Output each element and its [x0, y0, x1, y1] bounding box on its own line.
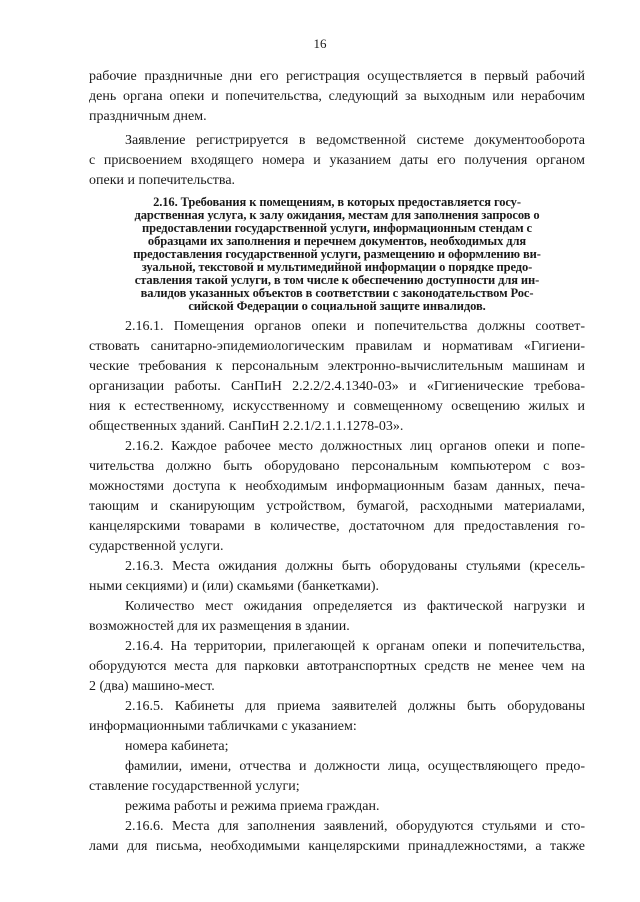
- page-number: 16: [313, 36, 327, 51]
- paragraph-2-16-6: [89, 817, 585, 857]
- section-heading-2-16: [89, 196, 585, 313]
- page-content: [89, 67, 585, 857]
- text-line: день органа опеки и попечительства, следующий за выходным или нерабочим: [89, 89, 585, 104]
- text-line: 2.16.4. На территории, прилегающей к органам опеки и попечительства,: [125, 639, 585, 654]
- heading-line: сийской Федерации о социальной защите инвалидов.: [188, 299, 486, 313]
- paragraph-2-16-2: [89, 437, 585, 557]
- heading-line: предоставления государственной услуги, размещению и оформлению ви-: [133, 247, 541, 261]
- heading-line: зуальной, текстовой и мультимедийной информации о порядке предо-: [141, 260, 533, 274]
- text-line: 2 (два) машино-мест.: [89, 679, 215, 694]
- text-line: 2.16.1. Помещения органов опеки и попечительства должны соответ-: [125, 319, 585, 334]
- paragraph-2-16-5: [89, 697, 585, 737]
- text-line: опеки и попечительства.: [89, 173, 236, 188]
- heading-line: образцами их заполнения и перечнем документов, необходимых для: [147, 234, 527, 248]
- paragraph-waiting-count: [89, 597, 585, 637]
- paragraph-2-16-3: [89, 557, 585, 597]
- text-line: Заявление регистрируется в ведомственной системе документооборота: [125, 133, 585, 148]
- paragraph-2-16-1: [89, 317, 585, 437]
- text-line: информационными табличками с указанием:: [89, 719, 357, 734]
- paragraph-registration-system: [89, 131, 585, 191]
- text-line: ствовать санитарно-эпидемиологическим правилам и нормативам «Гигиени-: [89, 339, 585, 354]
- list-item-room-number: [89, 737, 585, 757]
- heading-line: 2.16. Требования к помещениям, в которых предоставляется госу-: [153, 195, 521, 209]
- text-line: 2.16.6. Места для заполнения заявлений, оборудуются стульями и сто-: [125, 819, 585, 834]
- text-line: организации работы. СанПиН 2.2.2/2.4.1340-03» и «Гигиенические требова-: [89, 379, 585, 394]
- heading-line: ставления такой услуги, в том числе к обеспечению доступности для ин-: [134, 273, 540, 287]
- text-line: рабочие праздничные дни его регистрация осуществляется в первый рабочий: [89, 69, 585, 84]
- text-line: чительства должно быть оборудовано персональным компьютером с воз-: [89, 459, 585, 474]
- list-item-responsible-person: [89, 757, 585, 797]
- text-line: Количество мест ожидания определяется из фактической нагрузки и: [125, 599, 585, 614]
- text-line: ческие требования к персональным электронно-вычислительным машинам и: [89, 359, 585, 374]
- text-line: ния к естественному, искусственному и совмещенному освещению жилых и: [89, 399, 585, 414]
- text-line: ставление государственной услуги;: [89, 779, 300, 794]
- text-line: режима работы и режима приема граждан.: [125, 799, 380, 814]
- text-line: с присвоением входящего номера и указанием даты его получения органом: [89, 153, 585, 168]
- text-line: 2.16.2. Каждое рабочее место должностных лиц органов опеки и попе-: [125, 439, 585, 454]
- heading-line: валидов указанных объектов в соответствии с законодательством Рос-: [140, 286, 534, 300]
- text-line: оборудуются места для парковки автотранспортных средств не менее чем на: [89, 659, 585, 674]
- text-line: 2.16.5. Кабинеты для приема заявителей должны быть оборудованы: [125, 699, 585, 714]
- text-line: ными секциями) и (или) скамьями (банкетками).: [89, 579, 380, 594]
- text-line: можностями доступа к необходимым информационным базам данных, печа-: [89, 479, 585, 494]
- text-line: 2.16.3. Места ожидания должны быть оборудованы стульями (кресель-: [125, 559, 585, 574]
- paragraph-2-16-4: [89, 637, 585, 697]
- text-line: фамилии, имени, отчества и должности лица, осуществляющего предо-: [125, 759, 585, 774]
- paragraph-registration-date: [89, 67, 585, 127]
- text-line: тающим и сканирующим устройством, бумагой, расходными материалами,: [89, 499, 585, 514]
- heading-line: предоставлении государственной услуги, информационным стендам с: [142, 221, 532, 235]
- list-item-schedule: [89, 797, 585, 817]
- text-line: сударственной услуги.: [89, 539, 224, 554]
- text-line: возможностей для их размещения в здании.: [89, 619, 350, 634]
- text-line: праздничным днем.: [89, 109, 207, 124]
- heading-line: дарственная услуга, к залу ожидания, местам для заполнения запросов о: [134, 208, 540, 222]
- text-line: общественных зданий. СанПиН 2.2.1/2.1.1.1278-03».: [89, 419, 404, 434]
- text-line: лами для письма, необходимыми канцелярскими принадлежностями, а также: [89, 839, 585, 854]
- text-line: номера кабинета;: [125, 739, 229, 754]
- text-line: канцелярскими товарами в количестве, достаточном для предоставления го-: [89, 519, 585, 534]
